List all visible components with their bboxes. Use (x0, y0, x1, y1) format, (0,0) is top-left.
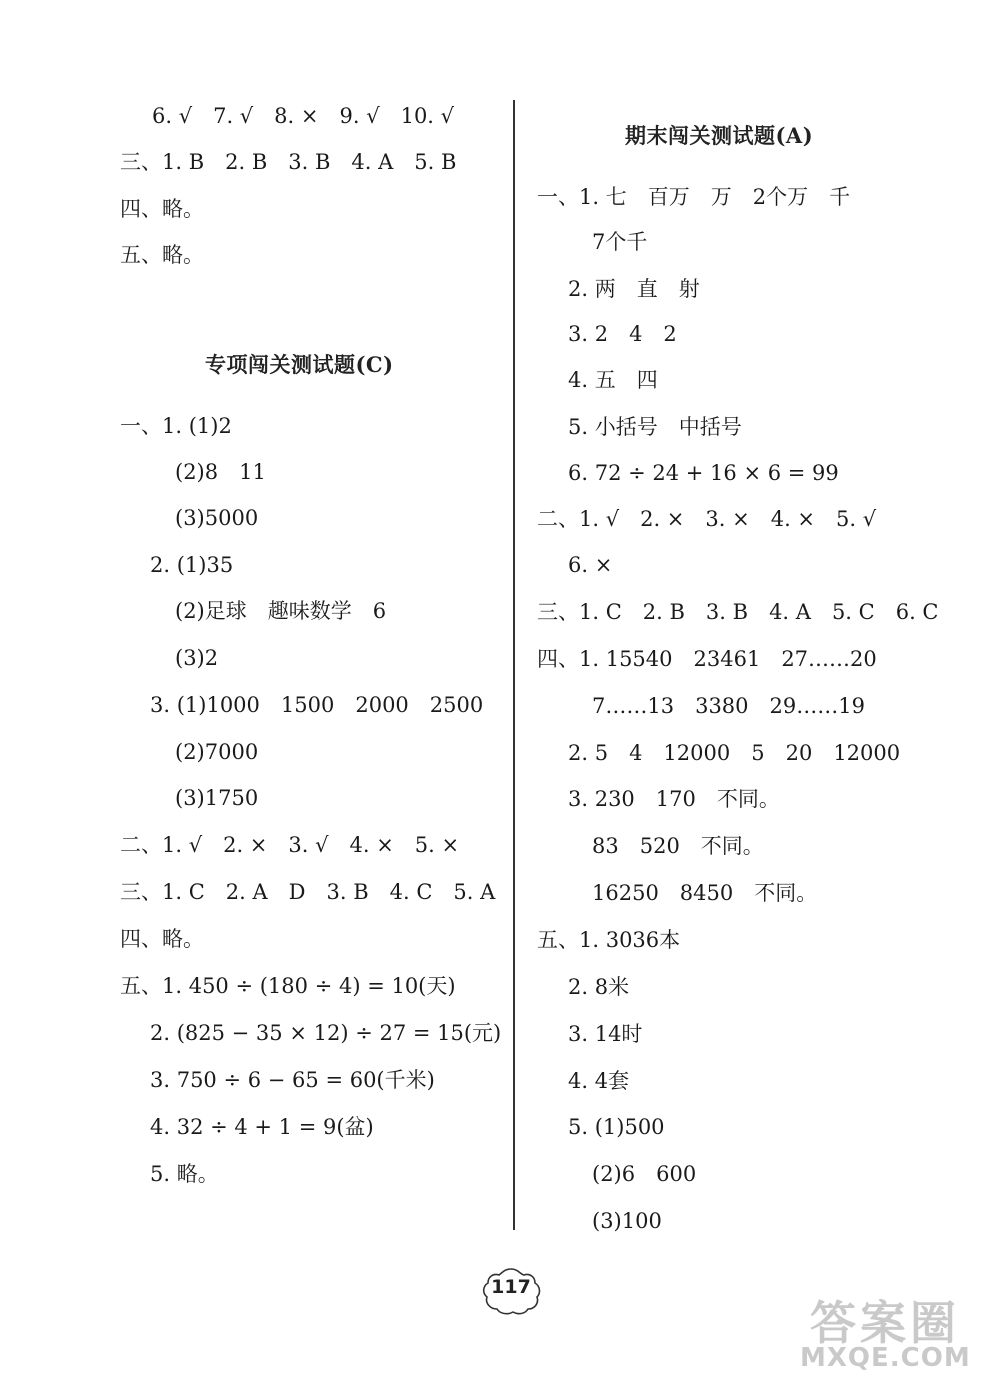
page-number: 117 (491, 1276, 531, 1298)
watermark-brand: 答案圈 (810, 1296, 960, 1350)
answer-line: 2. (1)35 (150, 553, 234, 577)
watermark (790, 1285, 995, 1377)
answer-line: (3)5000 (175, 506, 259, 530)
answer-line: 3. (1)1000 1500 2000 2500 (150, 693, 484, 717)
answer-line: 7个千 (592, 230, 648, 254)
answer-line: 7……13 3380 29……19 (592, 694, 865, 718)
answer-line: 2. (825 − 35 × 12) ÷ 27 = 15(元) (150, 1021, 502, 1045)
answer-line: 五、1. 450 ÷ (180 ÷ 4) = 10(天) (120, 974, 456, 998)
answer-line: 4. 32 ÷ 4 + 1 = 9(盆) (150, 1115, 374, 1139)
answer-line: 三、1. C 2. A D 3. B 4. C 5. A (120, 880, 496, 904)
answer-line: (2)8 11 (175, 460, 266, 484)
answer-line: 五、略。 (120, 243, 204, 267)
answer-line: (2)6 600 (592, 1162, 697, 1186)
answer-line: (2)7000 (175, 740, 259, 764)
answer-line: 二、1. √ 2. × 3. √ 4. × 5. × (120, 833, 460, 857)
answer-line: 三、1. C 2. B 3. B 4. A 5. C 6. C (537, 600, 939, 624)
section-heading-c: 专项闯关测试题(C) (205, 352, 394, 377)
answer-line: 2. 5 4 12000 5 20 12000 (568, 741, 901, 765)
answer-line: (2)足球 趣味数学 6 (175, 599, 387, 623)
answer-line: 四、略。 (120, 927, 204, 951)
answer-line: 4. 五 四 (568, 368, 658, 392)
answer-line: 6. 72 ÷ 24 + 16 × 6 = 99 (568, 461, 839, 485)
answer-line: 五、1. 3036本 (537, 928, 681, 952)
answer-line: 5. 略。 (150, 1162, 219, 1186)
answer-line: (3)1750 (175, 786, 259, 810)
answer-line: (3)100 (592, 1209, 662, 1233)
answer-line: 2. 两 直 射 (568, 277, 700, 301)
answer-line: 3. 750 ÷ 6 − 65 = 60(千米) (150, 1068, 435, 1092)
answer-line: 5. (1)500 (568, 1115, 665, 1139)
answer-line: 6. √ 7. √ 8. × 9. √ 10. √ (152, 104, 455, 128)
answer-line: 16250 8450 不同。 (592, 881, 818, 905)
answer-line: 四、略。 (120, 197, 204, 221)
section-heading-a: 期末闯关测试题(A) (625, 123, 814, 148)
answer-line: (3)2 (175, 646, 219, 670)
answer-line: 四、1. 15540 23461 27……20 (537, 647, 877, 671)
answer-line: 一、1. 七 百万 万 2个万 千 (537, 185, 851, 209)
answer-line: 4. 4套 (568, 1069, 630, 1093)
answer-line: 2. 8米 (568, 975, 630, 999)
answer-line: 83 520 不同。 (592, 834, 764, 858)
answer-line: 3. 230 170 不同。 (568, 787, 780, 811)
answer-line: 3. 14时 (568, 1022, 643, 1046)
answer-line: 一、1. (1)2 (120, 414, 232, 438)
answer-line: 5. 小括号 中括号 (568, 415, 742, 439)
answer-line: 6. × (568, 553, 613, 577)
answer-line: 三、1. B 2. B 3. B 4. A 5. B (120, 150, 457, 174)
watermark-site: MXQE.COM (800, 1343, 971, 1373)
answer-line: 二、1. √ 2. × 3. × 4. × 5. √ (537, 507, 877, 531)
answer-line: 3. 2 4 2 (568, 322, 677, 346)
page-number-badge (478, 1265, 544, 1317)
column-divider (513, 100, 515, 1230)
